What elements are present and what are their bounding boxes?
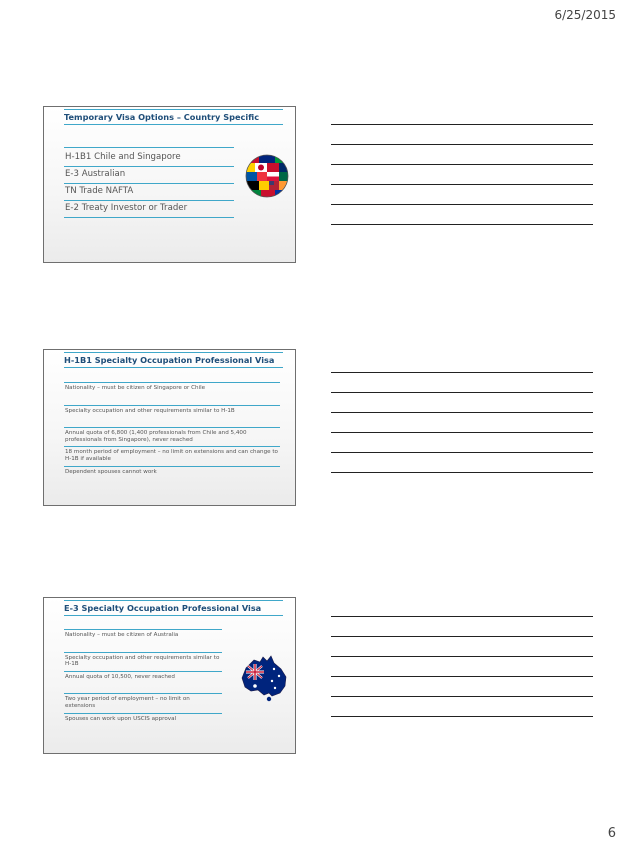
notes-lines-1 [331, 124, 593, 244]
list-item: 18 month period of employment – no limit on extensions and can change to H-1B if available [64, 446, 280, 465]
page-number: 6 [607, 826, 616, 841]
notes-lines-3 [331, 616, 593, 736]
slide-title: E-3 Specialty Occupation Professional Visa [64, 603, 283, 616]
world-flags-globe-image [245, 154, 289, 198]
list-item: Nationality – must be citizen of Australia [64, 629, 222, 642]
list-item: Specialty occupation and other requirements similar to H-1B [64, 652, 222, 671]
list-item: Specialty occupation and other requirements similar to H-1B [64, 405, 280, 418]
australia-flag-map-image [236, 650, 291, 705]
bullet-list [64, 147, 234, 218]
list-item: E-2 Treaty Investor or Trader [64, 201, 234, 218]
bullet-list [64, 382, 280, 478]
list-item: E-3 Australian [64, 167, 234, 184]
print-date: 6/25/2015 [554, 8, 616, 22]
list-item: Annual quota of 10,500, never reached [64, 671, 222, 684]
bullet-list [64, 629, 222, 725]
slide-visa-options [43, 106, 296, 263]
slide-title: Temporary Visa Options – Country Specific [64, 112, 283, 125]
list-item: Dependent spouses cannot work [64, 466, 280, 479]
list-item: Nationality – must be citizen of Singapore or Chile [64, 382, 280, 395]
list-item: Annual quota of 6,800 (1,400 professionals from Chile and 5,400 professionals from Singapore), never reached [64, 427, 280, 446]
slide-h1b1 [43, 349, 296, 506]
slide-title: H-1B1 Specialty Occupation Professional Visa [64, 355, 283, 368]
list-item: H-1B1 Chile and Singapore [64, 150, 234, 167]
list-item: Spouses can work upon USCIS approval [64, 713, 222, 726]
notes-lines-2 [331, 372, 593, 492]
list-item: Two year period of employment – no limit on extensions [64, 693, 222, 712]
slide-e3 [43, 597, 296, 754]
list-item: TN Trade NAFTA [64, 184, 234, 201]
